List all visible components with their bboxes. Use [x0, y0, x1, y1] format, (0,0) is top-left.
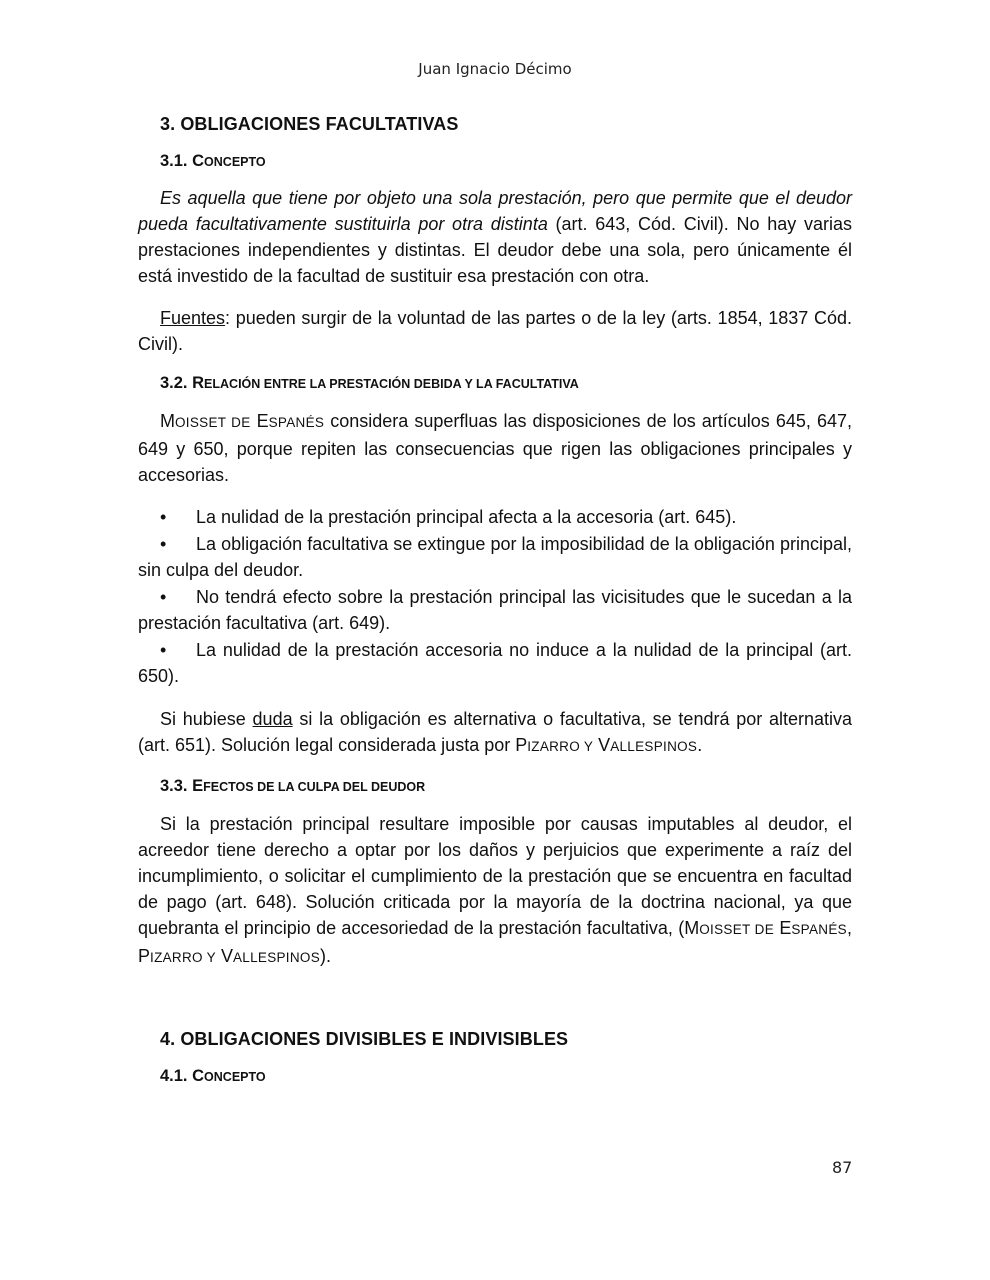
section-3-heading: 3. OBLIGACIONES FACULTATIVAS	[160, 114, 459, 134]
list-item: • La nulidad de la prestación accesoria no induce a la nulidad de la principal (art. 650).	[138, 637, 852, 690]
subsection-3-2-heading: 3.2. RELACIÓN ENTRE LA PRESTACIÓN DEBIDA Y LA FACULTATIVA	[160, 374, 579, 392]
list-item: • La obligación facultativa se extingue por la imposibilidad de la obligación principal, sin culpa del deudor.	[138, 531, 852, 584]
list-item: • La nulidad de la prestación principal afecta a la accesoria (art. 645).	[138, 504, 852, 531]
concept-definition: Es aquella que tiene por objeto una sola prestación, pero que permite que el deudor pueda facultativamente sustituirla por otra distinta	[138, 188, 852, 234]
concept-paragraph: Es aquella que tiene por objeto una sola prestación, pero que permite que el deudor pueda facultativamente sustituirla por otra distinta (art. 643, Cód. Civil). No hay varias prestaciones independientes y distintas. El deudor debe una sola, pero únicamente él está investido de la facultad de sustituir esa prestación con otra.	[138, 188, 852, 286]
subsection-3-1-heading: 3.1. CONCEPTO	[160, 152, 266, 170]
page-number: 87	[832, 1158, 853, 1177]
sources-label: Fuentes	[160, 308, 226, 328]
bullet-icon: •	[160, 533, 167, 554]
fault-effects-paragraph: Si la prestación principal resultare imposible por causas imputables al deudor, el acreedor tiene derecho a optar por los daños y perjuicios que experimente a raíz del incumplimiento, o solicitar el cumplimiento de la prestación que se encuentra en facultad de pago (art. 648). Solución criticada por la mayoría de la doctrina nacional, ya que quebranta el principio de accesoriedad de la prestación facultativa, (MOISSET DE ESPANÉS, PIZARRO Y VALLESPINOS).	[138, 813, 852, 966]
subsection-3-3-heading: 3.3. EFECTOS DE LA CULPA DEL DEUDOR	[160, 776, 426, 795]
doubt-paragraph: Si hubiese duda si la obligación es alternativa o facultativa, se tendrá por alternativa (art. 651). Solución legal considerada justa por PIZARRO Y VALLESPINOS.	[138, 708, 853, 755]
sources-paragraph: Fuentes: pueden surgir de la voluntad de las partes o de la ley (arts. 1854, 1837 Cód. Civil).	[138, 308, 852, 354]
running-header: Juan Ignacio Décimo	[418, 60, 572, 78]
page-content	[138, 112, 852, 1086]
bullet-icon: •	[160, 586, 167, 607]
consequences-list	[138, 504, 852, 690]
bullet-icon: •	[160, 507, 167, 527]
list-item: • No tendrá efecto sobre la prestación principal las vicisitudes que le sucedan a la prestación facultativa (art. 649).	[138, 584, 852, 637]
subsection-4-1-heading: 4.1. CONCEPTO	[160, 1066, 266, 1085]
moisset-paragraph: MOISSET DE ESPANÉS considera superfluas las disposiciones de los artículos 645, 647, 649 y 650, porque repiten las consecuencias que rigen las obligaciones principales y accesorias.	[138, 411, 852, 485]
section-4-heading: 4. OBLIGACIONES DIVISIBLES E INDIVISIBLES	[160, 1028, 569, 1049]
bullet-icon: •	[160, 639, 167, 660]
